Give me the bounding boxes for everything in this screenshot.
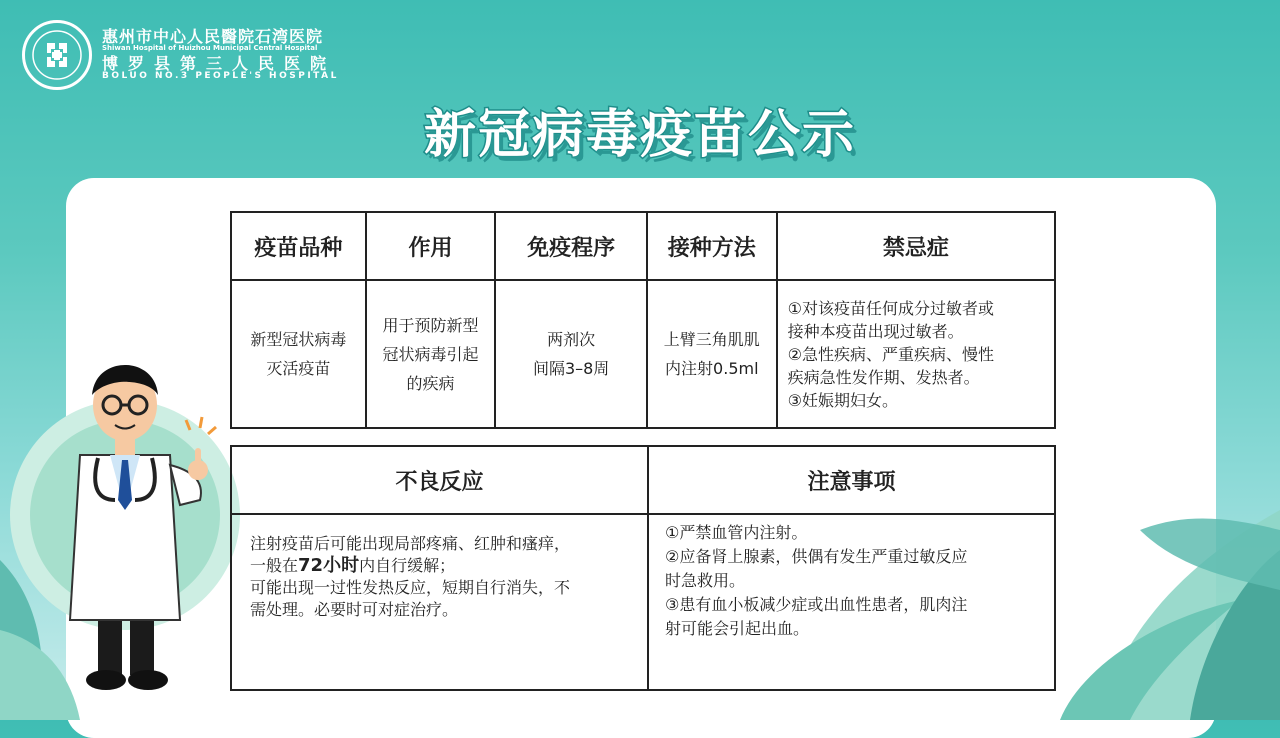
header-precautions: 注意事项 [648,446,1055,514]
hospital-logo-block [22,20,339,90]
header-method: 接种方法 [647,212,777,280]
header-contraindications: 禁忌症 [777,212,1055,280]
text-line [250,555,629,577]
text-line: 疾病急性发作期、发热者。 [787,367,980,387]
table-header-row [231,212,1055,280]
cell-effect [366,280,496,428]
text-line: 的疾病 [406,373,455,393]
cell-vaccine-variety [231,280,366,428]
text-line: 时急救用。 [664,571,745,590]
text-line: 新型冠状病毒 [250,330,347,349]
cell-precautions [648,514,1055,690]
hospital2-name-en: BOLUO NO.3 PEOPLE'S HOSPITAL [102,71,339,82]
text-line: 需处理。必要时可对症治疗。 [250,600,459,619]
text-line: 注射疫苗后可能出现局部疼痛、红肿和瘙痒， [250,534,571,553]
text-line: ①对该疫苗任何成分过敏者或 [787,298,995,318]
text-line: 用于预防新型 [382,315,479,335]
text-line: 冠状病毒引起 [382,344,479,364]
vaccine-info-table [230,211,1056,429]
text-span: 一般在 [250,556,299,575]
hospital-name-en: Shiwan Hospital of Huizhou Municipal Central Hospital [102,44,318,53]
cell-adverse-reactions [231,514,648,690]
table-header-row [231,446,1055,514]
text-line: 内注射0.5ml [665,359,759,378]
text-line: 上臂三角肌肌 [663,330,760,349]
cell-schedule [495,280,647,428]
table-row [231,514,1055,690]
header-effect: 作用 [366,212,496,280]
page-title: 新冠病毒疫苗公示 [423,105,856,165]
text-line: 两剂次 [547,330,596,349]
hospital-name-cn: 惠州市中心人民醫院石湾医院 [102,26,324,46]
text-line: 接种本疫苗出现过敏者。 [787,321,964,341]
highlight-72h: 72小时 [298,555,360,576]
text-line: 可能出现一过性发热反应，短期自行消失，不 [250,578,571,597]
header-adverse-reactions: 不良反应 [231,446,648,514]
header-vaccine-variety: 疫苗品种 [231,212,366,280]
text-line: 灭活疫苗 [266,359,331,378]
cell-contraindications [777,280,1055,428]
text-line: ③患有血小板减少症或出血性患者，肌肉注 [664,595,968,614]
text-line: 射可能会引起出血。 [664,619,809,638]
cell-method [647,280,777,428]
text-line: ③妊娠期妇女。 [787,390,899,410]
text-line: ②急性疾病、严重疾病、慢性 [787,344,995,364]
text-line: 间隔3–8周 [532,359,610,378]
text-span: 内自行缓解； [359,556,456,575]
table-row [231,280,1055,428]
header-schedule: 免疫程序 [495,212,647,280]
adverse-notes-table [230,445,1056,691]
hospital2-name-cn: 博罗县第三人民医院 [102,53,337,73]
text-line: ②应备肾上腺素，供偶有发生严重过敏反应 [664,547,968,566]
leaf-decoration-right-icon [1040,470,1280,720]
text-line: ①严禁血管内注射。 [664,523,808,542]
doctor-illustration-icon [40,350,230,700]
hospital-logo-icon [22,20,92,90]
